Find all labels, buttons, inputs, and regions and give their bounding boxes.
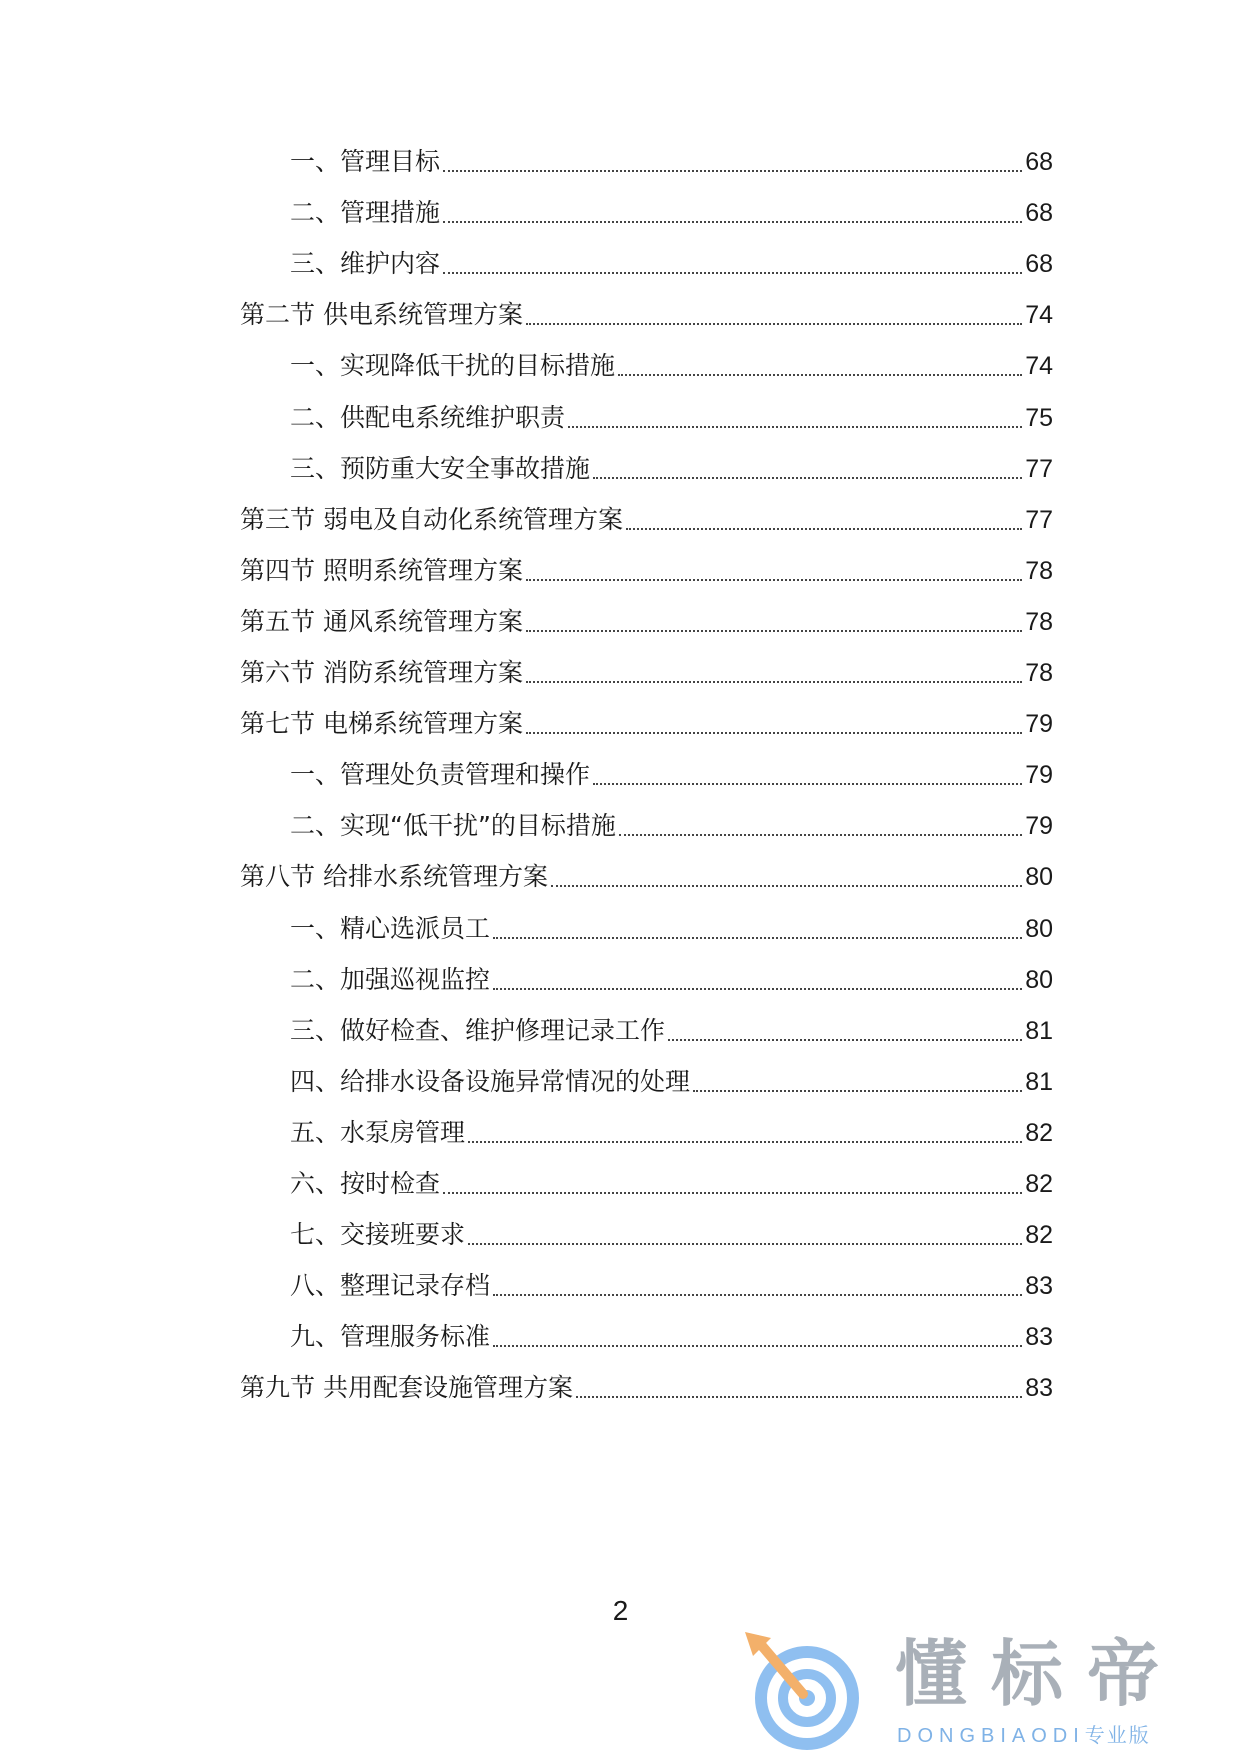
toc-entry[interactable]: [240, 653, 1053, 693]
toc-entry[interactable]: [240, 704, 1053, 744]
toc-entry-label: 第六节 消防系统管理方案: [240, 658, 523, 687]
toc-entry-label: 七、交接班要求: [290, 1220, 466, 1250]
toc-dot-leader: [526, 579, 1022, 581]
toc-entry-page: 80: [1025, 914, 1053, 943]
watermark-pinyin-text: DONGBIAODI: [897, 1725, 1085, 1747]
toc-dot-leader: [593, 783, 1022, 785]
watermark-edition: 专业版: [1084, 1723, 1151, 1747]
toc-entry[interactable]: [290, 142, 1053, 182]
toc-entry[interactable]: [290, 909, 1053, 949]
toc-entry-page: 68: [1025, 148, 1053, 176]
toc-entry-label: 八、整理记录存档: [290, 1271, 491, 1301]
toc-dot-leader: [493, 988, 1022, 990]
toc-entry-label: 一、精心选派员工: [290, 913, 491, 943]
toc-entry-page: 80: [1025, 863, 1053, 892]
toc-entry-page: 83: [1025, 1272, 1053, 1301]
toc-dot-leader: [568, 426, 1022, 428]
toc-entry-page: 83: [1025, 1323, 1053, 1352]
toc-entry-label: 九、管理服务标准: [290, 1322, 491, 1352]
watermark-brand-name: 懂标帝: [895, 1632, 1184, 1716]
toc-entry-label: 二、实现“低干扰”的目标措施: [290, 811, 616, 841]
toc-entry[interactable]: [240, 295, 1053, 335]
watermark: [745, 1632, 1241, 1754]
toc-entry-label: 一、管理处负责管理和操作: [290, 760, 591, 790]
toc-entry[interactable]: [240, 1368, 1053, 1408]
toc-entry[interactable]: [290, 1062, 1053, 1102]
toc-dot-leader: [551, 885, 1022, 887]
toc-dot-leader: [576, 1396, 1022, 1398]
toc-entry[interactable]: [240, 857, 1053, 897]
toc-entry-page: 79: [1025, 710, 1053, 739]
toc-entry-page: 81: [1025, 1016, 1053, 1045]
toc-dot-leader: [526, 732, 1022, 734]
toc-dot-leader: [668, 1039, 1022, 1041]
toc-dot-leader: [493, 937, 1022, 939]
toc-entry-page: 79: [1025, 761, 1053, 790]
toc-entry-label: 六、按时检查: [290, 1169, 441, 1198]
toc-entry-label: 五、水泵房管理: [290, 1117, 466, 1147]
toc-entry-label: 第五节 通风系统管理方案: [240, 606, 523, 636]
toc-entry[interactable]: [290, 398, 1053, 438]
toc-entry-label: 第三节 弱电及自动化系统管理方案: [240, 504, 623, 534]
toc-entry-page: 77: [1025, 454, 1053, 483]
toc-dot-leader: [443, 170, 1022, 172]
target-arrow-icon: [745, 1632, 875, 1754]
toc-entry-page: 68: [1025, 199, 1053, 228]
toc-dot-leader: [693, 1090, 1022, 1092]
toc-dot-leader: [618, 374, 1022, 376]
toc-entry[interactable]: [290, 1011, 1053, 1051]
toc-entry-page: 77: [1025, 505, 1053, 534]
toc-entry-label: 第九节 共用配套设施管理方案: [240, 1373, 573, 1403]
toc-dot-leader: [593, 477, 1022, 479]
toc-dot-leader: [468, 1141, 1022, 1143]
toc-entry[interactable]: [290, 806, 1053, 846]
toc-entry-page: 74: [1025, 301, 1053, 330]
toc-entry[interactable]: [240, 602, 1053, 642]
toc-entry-label: 二、加强巡视监控: [290, 964, 491, 994]
toc-entry-page: 74: [1025, 352, 1053, 381]
toc-entry-label: 二、管理措施: [290, 198, 441, 228]
toc-entry-label: 二、供配电系统维护职责: [290, 402, 566, 432]
toc-entry-label: 第七节 电梯系统管理方案: [240, 709, 523, 739]
toc-entry-label: 第四节 照明系统管理方案: [240, 555, 523, 585]
toc-dot-leader: [443, 221, 1022, 223]
toc-entry-label: 第八节 给排水系统管理方案: [240, 862, 548, 892]
toc-entry-label: 第二节 供电系统管理方案: [240, 300, 523, 330]
toc-dot-leader: [443, 272, 1022, 274]
toc-dot-leader: [626, 528, 1022, 530]
toc-entry-page: 79: [1025, 812, 1053, 841]
toc-entry-label: 三、预防重大安全事故措施: [290, 453, 591, 483]
toc-entry[interactable]: [290, 1113, 1053, 1153]
watermark-pinyin: [897, 1722, 1151, 1749]
toc-entry[interactable]: [290, 346, 1053, 386]
toc-dot-leader: [526, 323, 1022, 325]
toc-dot-leader: [443, 1192, 1022, 1194]
toc-entry-label: 一、管理目标: [290, 147, 441, 176]
toc-entry[interactable]: [240, 500, 1053, 540]
toc-entry-page: 82: [1025, 1170, 1053, 1198]
toc-entry[interactable]: [290, 960, 1053, 1000]
toc-entry-page: 82: [1025, 1118, 1053, 1147]
toc-entry-label: 三、做好检查、维护修理记录工作: [290, 1015, 666, 1045]
toc-entry-page: 78: [1025, 659, 1053, 687]
toc-entry-label: 三、维护内容: [290, 249, 441, 279]
toc-entry-label: 一、实现降低干扰的目标措施: [290, 351, 616, 381]
toc-entry-page: 78: [1025, 607, 1053, 636]
toc-dot-leader: [526, 681, 1022, 683]
toc-entry-label: 四、给排水设备设施异常情况的处理: [290, 1066, 691, 1096]
toc-entry[interactable]: [290, 1164, 1053, 1204]
toc-dot-leader: [468, 1243, 1022, 1245]
toc-entry[interactable]: [290, 755, 1053, 795]
toc-entry[interactable]: [290, 449, 1053, 489]
toc-entry[interactable]: [290, 193, 1053, 233]
toc-entry-page: 82: [1025, 1221, 1053, 1250]
toc-dot-leader: [619, 834, 1022, 836]
toc-dot-leader: [493, 1345, 1022, 1347]
toc-entry[interactable]: [290, 1317, 1053, 1357]
toc-entry[interactable]: [290, 1266, 1053, 1306]
toc-entry-page: 83: [1025, 1374, 1053, 1403]
toc-entry[interactable]: [290, 1215, 1053, 1255]
toc-entry-page: 68: [1025, 250, 1053, 279]
toc-entry-page: 75: [1025, 403, 1053, 432]
toc-dot-leader: [526, 630, 1022, 632]
toc-dot-leader: [493, 1294, 1022, 1296]
page-number: 2: [612, 1595, 629, 1626]
toc-entry[interactable]: [240, 551, 1053, 591]
toc-entry-page: 78: [1025, 556, 1053, 585]
toc-entry[interactable]: [290, 244, 1053, 284]
toc-entry-page: 80: [1025, 965, 1053, 994]
toc-entry-page: 81: [1025, 1067, 1053, 1096]
